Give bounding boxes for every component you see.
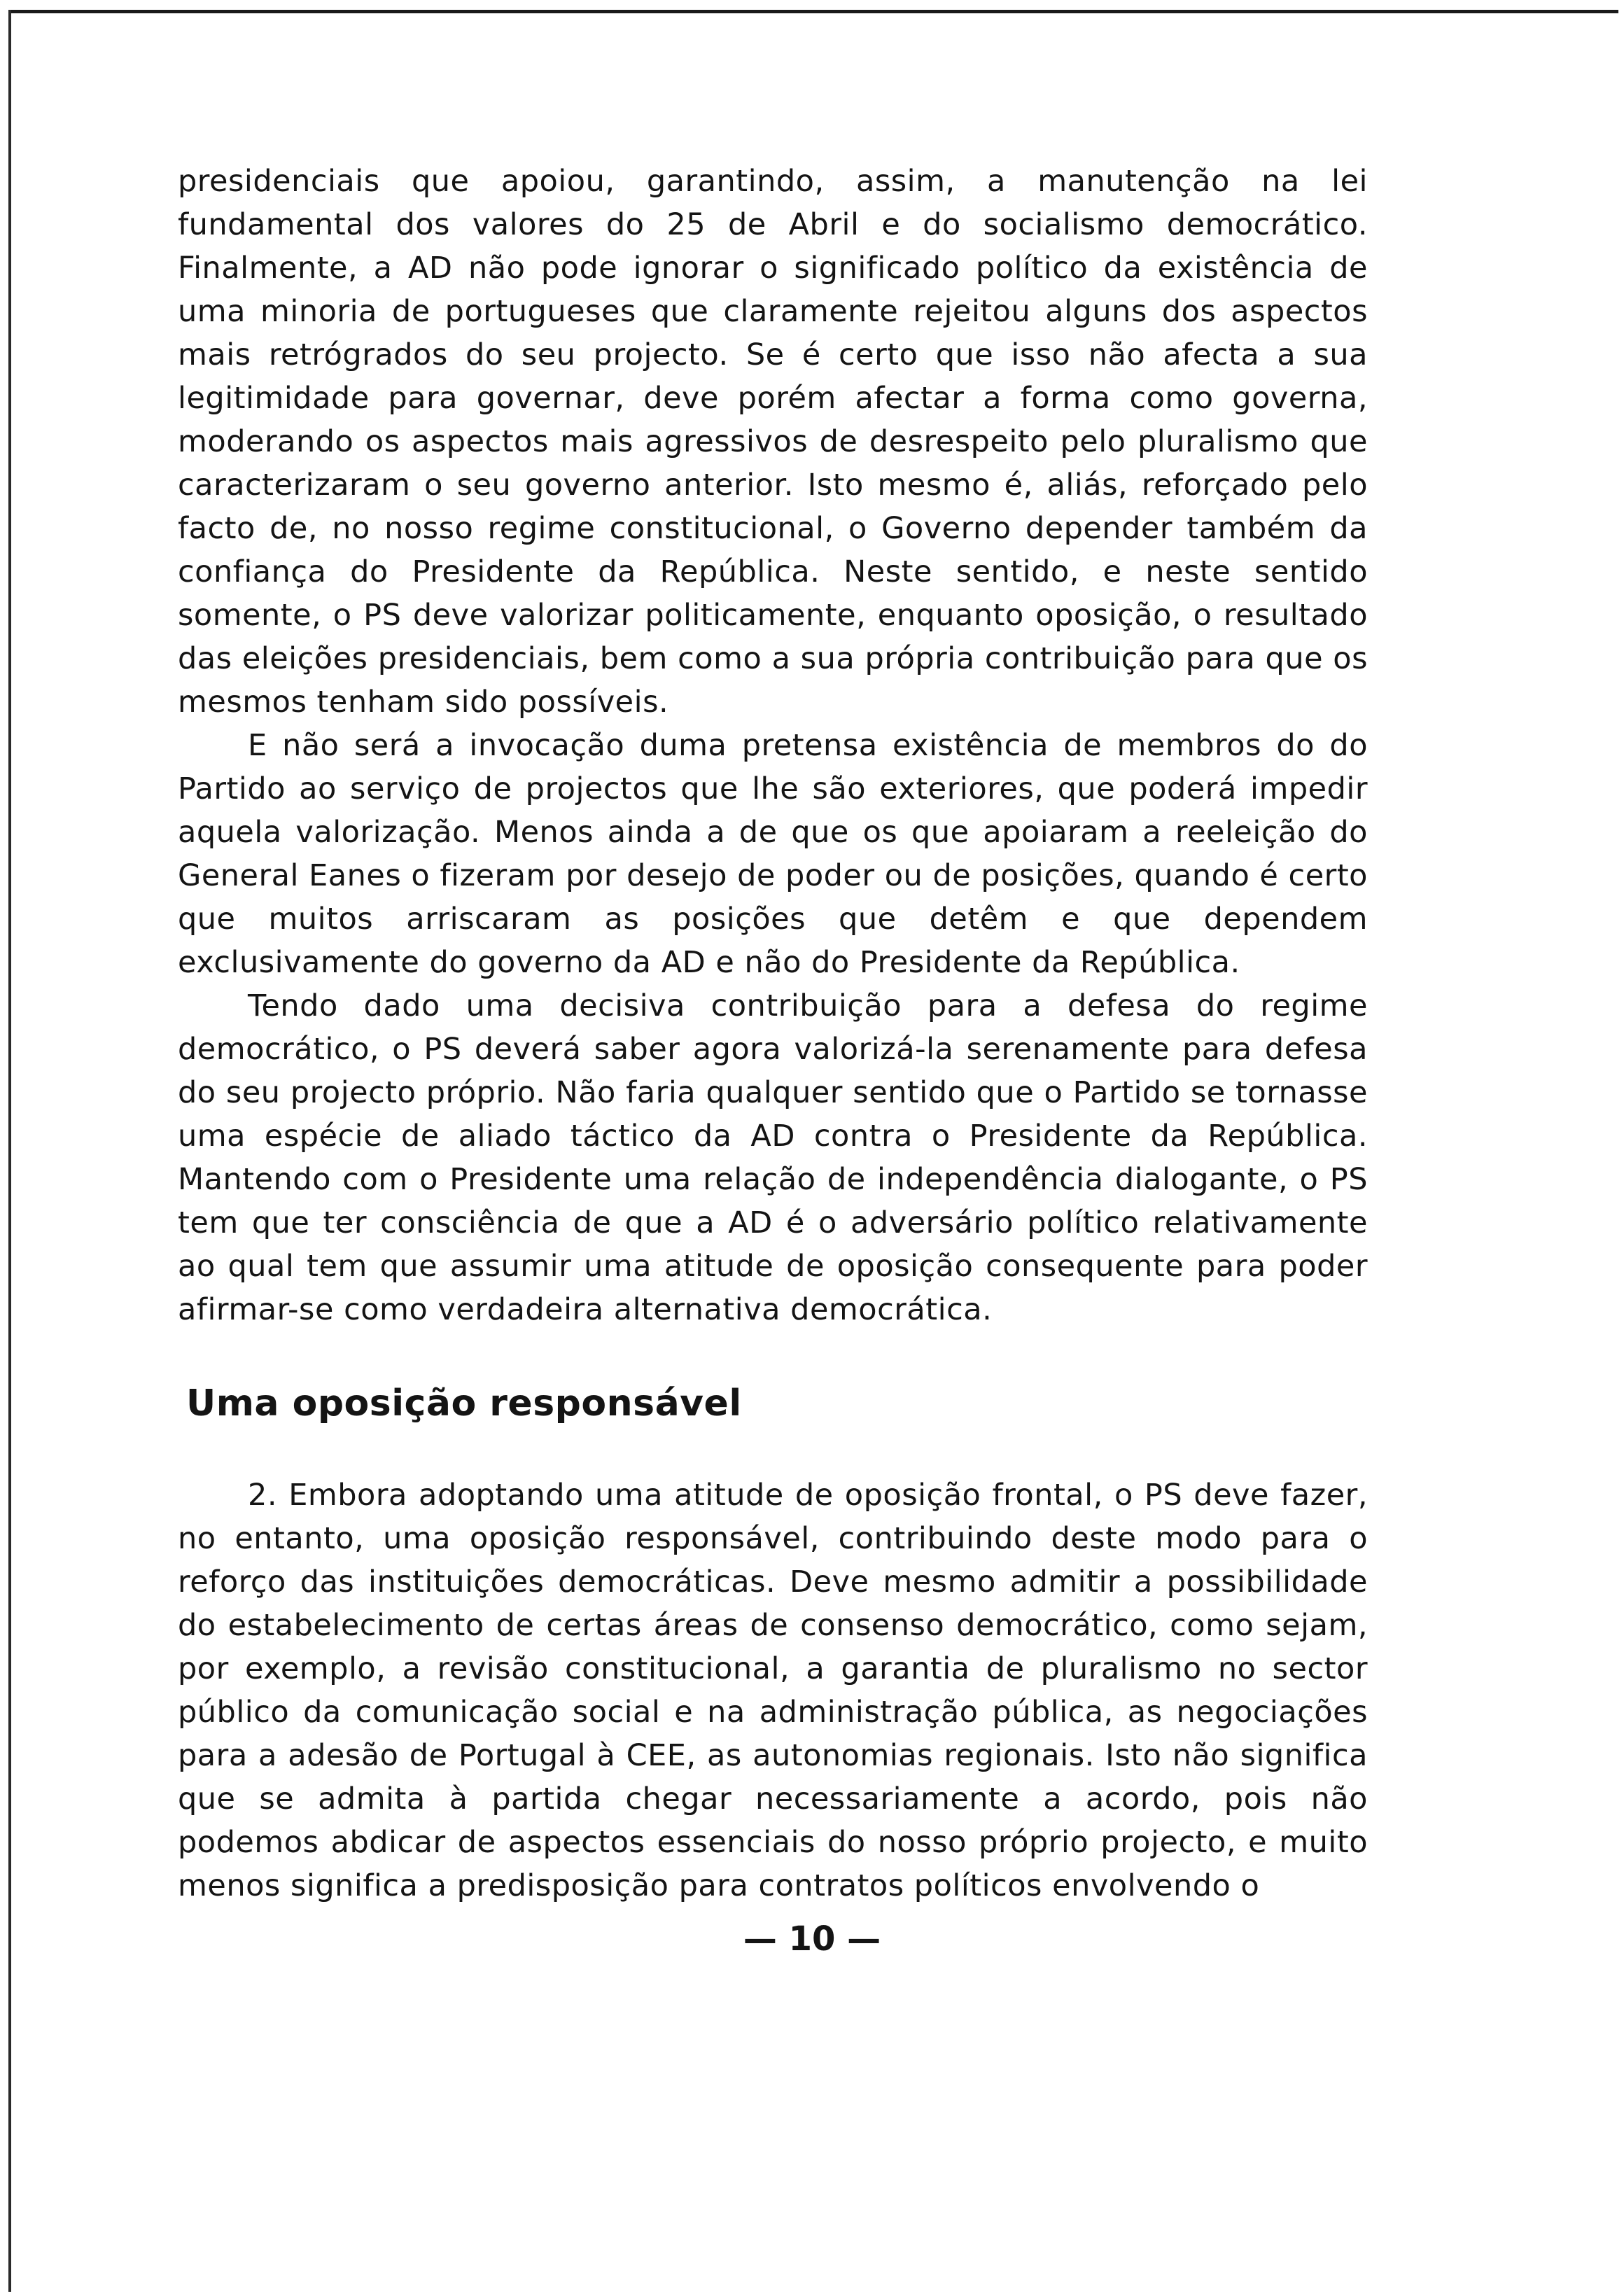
paragraph-4: 2. Embora adoptando uma atitude de oposição frontal, o PS deve fazer, no entanto, uma oposição responsável, contribuindo deste modo para o reforço das instituições democráticas. Deve mesmo admitir a possibilidade do estabelecimento de certas áreas de consenso democrático, como sejam, por exemplo, a revisão constitucional, a garantia de pluralismo no sector público da comunicação social e na administração pública, as negociações para a adesão de Portugal à CEE, as autonomias regionais. Isto não significa que se admita à partida chegar necessariamente a acordo, pois não podemos abdicar de aspectos essenciais do nosso próprio projecto, e muito menos significa a predisposição para contratos políticos envolvendo o [178,1478,1368,1903]
paragraph-2: E não será a invocação duma pretensa existência de membros do do Partido ao serviço de projectos que lhe são exteriores, que poderá impedir aquela valorização. Menos ainda a de que os que apoiaram a reeleição do General Eanes o fizeram por desejo de poder ou de posições, quando é certo que muitos arriscaram as posições que detêm e que dependem exclusivamente do governo da AD e não do Presidente da República. [178,728,1368,980]
paragraph-3: Tendo dado uma decisiva contribuição para a defesa do regime democrático, o PS deverá saber agora valorizá-la serenamente para defesa do seu projecto próprio. Não faria qualquer sentido que o Partido se tornasse uma espécie de aliado táctico da AD contra o Presidente da República. Mantendo com o Presidente uma relação de independência dialogante, o PS tem que ter consciência de que a AD é o adversário político relativamente ao qual tem que assumir uma atitude de oposição consequente para poder afirmar-se como verdadeira alternativa democrática. [178,988,1368,1327]
page-top-border [8,10,1618,13]
section-heading: Uma oposição responsável [186,1382,742,1424]
body-text-bottom [178,1474,1368,1907]
body-text-top [178,160,1368,1331]
paragraph-1: presidenciais que apoiou, garantindo, assim, a manutenção na lei fundamental dos valores do 25 de Abril e do socialismo democrático. Finalmente, a AD não pode ignorar o significado político da existência de uma minoria de portugueses que claramente rejeitou alguns dos aspectos mais retrógrados do seu projecto. Se é certo que isso não afecta a sua legitimidade para governar, deve porém afectar a forma como governa, moderando os aspectos mais agressivos de desrespeito pelo pluralismo que caracterizaram o seu governo anterior. Isto mesmo é, aliás, reforçado pelo facto de, no nosso regime constitucional, o Governo depender também da confiança do Presidente da República. Neste sentido, e neste sentido somente, o PS deve valorizar politicamente, enquanto oposição, o resultado das eleições presidenciais, bem como a sua própria contribuição para que os mesmos tenham sido possíveis. [178,164,1368,720]
page-number: — 10 — [743,1919,881,1959]
